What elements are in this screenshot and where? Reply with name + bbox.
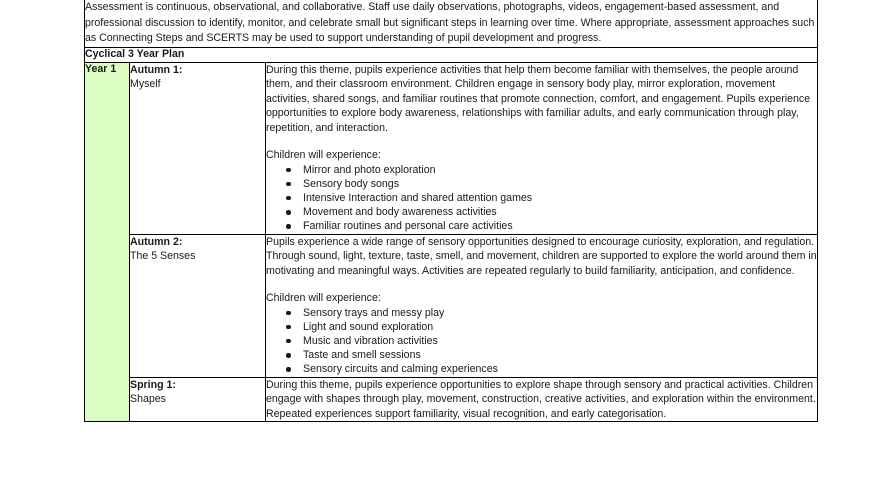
term-cell <box>130 62 266 234</box>
experience-item: Intensive Interaction and shared attention games <box>266 191 817 205</box>
experience-list <box>266 163 817 234</box>
experience-item: Taste and smell sessions <box>266 348 817 362</box>
term-topic: The 5 Senses <box>130 250 196 263</box>
experience-label: Children will experience: <box>266 149 381 161</box>
term-title: Autumn 1: <box>130 63 183 76</box>
term-topic: Myself <box>130 78 161 90</box>
term-title: Spring 1: <box>130 378 176 391</box>
term-title: Autumn 2: <box>130 235 183 248</box>
term-cell <box>130 234 266 377</box>
experience-item: Movement and body awareness activities <box>266 205 817 219</box>
term-cell <box>130 377 266 422</box>
term-topic: Shapes <box>130 393 166 406</box>
term-description: During this theme, pupils experience activities that help them become familiar with themselves, the people around them, and their classroom environment. Children engage in sensory body play, mirror exploration, movement activities, shared songs, and familiar routines that promote connection, comfort, and engagement. Pupils experience opportunities to explore body awareness, relationships with familiar adults, and early communication through play, repetition, and interaction. <box>266 63 811 134</box>
experience-item: Music and vibration activities <box>266 334 817 348</box>
plan-heading: Cyclical 3 Year Plan <box>85 47 818 62</box>
experience-list <box>266 306 817 377</box>
experience-item: Mirror and photo exploration <box>266 163 817 177</box>
term-row <box>85 377 818 422</box>
term-description-cell <box>266 377 818 422</box>
year-label: Year 1 <box>85 62 130 422</box>
experience-item: Familiar routines and personal care activities <box>266 219 817 233</box>
experience-label: Children will experience: <box>266 292 381 305</box>
term-row <box>85 62 818 234</box>
experience-item: Sensory circuits and calming experiences <box>266 362 817 376</box>
experience-item: Sensory body songs <box>266 177 817 191</box>
curriculum-table <box>84 0 818 422</box>
experience-item: Sensory trays and messy play <box>266 306 817 320</box>
experience-item: Light and sound exploration <box>266 320 817 334</box>
assessment-intro: Assessment is continuous, observational, and collaborative. Staff use daily observations, photographs, videos, engagement-based assessment, and professional discussion to identify, monitor, and celebrate small but significant steps in learning over time. Where appropriate, assessment approaches such as Connecting Steps and SCERTS may be used to support understanding of pupil development and progress. <box>85 0 818 47</box>
term-description-cell <box>266 234 818 377</box>
term-description: During this theme, pupils experience opportunities to explore shape through sensory and practical activities. Children engage with shapes through play, movement, construction, creative activities, and exploration within the environment. Repeated experiences support familiarity, visual recognition, and early categorisation. <box>266 378 816 420</box>
term-description-cell <box>266 62 818 234</box>
term-description: Pupils experience a wide range of sensory opportunities designed to encourage curiosity, exploration, and regulation. Through sound, light, texture, taste, smell, and movement, children are supported to explore the world around them in motivating and meaningful ways. Activities are repeated regularly to build familiarity, anticipation, and confidence. <box>266 235 817 277</box>
term-row <box>85 234 818 377</box>
plan-heading-row <box>85 47 818 62</box>
intro-row <box>85 0 818 47</box>
